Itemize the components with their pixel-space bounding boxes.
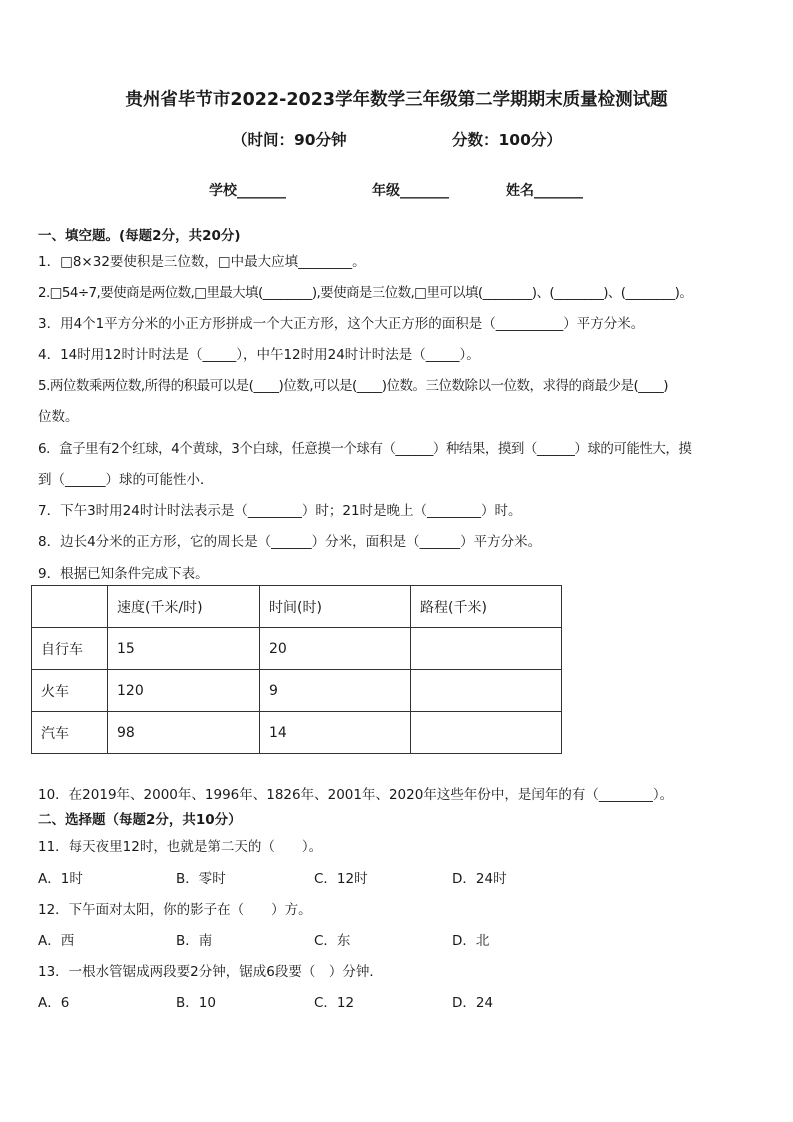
question-5-line-2: 位数。 — [38, 409, 79, 425]
speed-time-distance-table — [31, 585, 562, 754]
table-cell: 14 — [260, 712, 411, 754]
question-11: 11．每天夜里12时，也就是第二天的（ ）。 — [38, 839, 323, 855]
table-row — [32, 628, 562, 670]
section-1-heading: 一、填空题。(每题2分，共20分) — [38, 228, 241, 244]
question-9: 9．根据已知条件完成下表。 — [38, 566, 209, 582]
question-13-option-d: D．24 — [452, 995, 494, 1011]
question-13: 13．一根水管锯成两段要2分钟，锯成6段要（ ）分钟． — [38, 964, 383, 980]
question-12: 12．下午面对太阳，你的影子在（ ）方。 — [38, 902, 312, 918]
section-2-heading: 二、选择题（每题2分，共10分） — [38, 812, 242, 828]
table-cell — [411, 712, 562, 754]
question-2: 2.□54÷7,要使商是两位数,□里最大填(________),要使商是三位数,□里可以填(________)、(________)、(________)。 — [38, 285, 693, 301]
table-row — [32, 670, 562, 712]
question-13-option-b: B．10 — [176, 995, 216, 1011]
question-3: 3．用4个1平方分米的小正方形拼成一个大正方形，这个大正方形的面积是（__________）平方分米。 — [38, 316, 645, 332]
table-cell — [411, 628, 562, 670]
table-cell: 120 — [108, 670, 260, 712]
school-field: 学校_______ — [209, 183, 286, 199]
question-4: 4．14时用12时计时法是（_____），中午12时用24时计时法是（_____）。 — [38, 347, 480, 363]
table-cell: 9 — [260, 670, 411, 712]
question-12-option-c: C．东 — [314, 933, 351, 949]
table-cell: 火车 — [32, 670, 108, 712]
student-info — [0, 180, 793, 202]
question-5-line-1: 5.两位数乘两位数,所得的积最可以是(____)位数,可以是(____)位数。三位数除以一位数，求得的商最少是(____) — [38, 378, 669, 394]
question-11-option-a: A．1时 — [38, 871, 83, 887]
table-header-cell — [32, 586, 108, 628]
question-8: 8．边长4分米的正方形，它的周长是（______）分米，面积是（______）平方分米。 — [38, 534, 542, 550]
exam-time: （时间：90分钟 — [232, 131, 347, 149]
table-cell: 自行车 — [32, 628, 108, 670]
exam-score: 分数：100分） — [452, 131, 562, 149]
question-1: 1．□8×32要使积是三位数，□中最大应填________。 — [38, 254, 366, 270]
question-6-line-1: 6．盒子里有2个红球，4个黄球，3个白球，任意摸一个球有（______）种结果，摸到（______）球的可能性大，摸 — [38, 441, 692, 457]
name-field: 姓名_______ — [506, 183, 583, 199]
question-11-option-c: C．12时 — [314, 871, 368, 887]
table-cell: 20 — [260, 628, 411, 670]
table-cell: 98 — [108, 712, 260, 754]
table-cell: 15 — [108, 628, 260, 670]
table-header-row — [32, 586, 562, 628]
exam-title: 贵州省毕节市2022-2023学年数学三年级第二学期期末质量检测试题 — [125, 90, 668, 110]
table-cell — [411, 670, 562, 712]
question-12-option-a: A．西 — [38, 933, 75, 949]
table-row — [32, 712, 562, 754]
table-header-cell: 路程(千米) — [411, 586, 562, 628]
question-12-option-b: B．南 — [176, 933, 213, 949]
grade-field: 年级_______ — [372, 183, 449, 199]
question-13-option-a: A．6 — [38, 995, 70, 1011]
question-12-option-d: D．北 — [452, 933, 490, 949]
question-6-line-2: 到（______）球的可能性小． — [38, 472, 214, 488]
table-header-cell: 速度(千米/时) — [108, 586, 260, 628]
table-header-cell: 时间(时) — [260, 586, 411, 628]
question-13-option-c: C．12 — [314, 995, 355, 1011]
question-11-option-b: B．零时 — [176, 871, 226, 887]
question-10: 10．在2019年、2000年、1996年、1826年、2001年、2020年这些年份中，是闰年的有（________）。 — [38, 787, 674, 803]
exam-meta — [0, 128, 793, 150]
question-7: 7．下午3时用24时计时法表示是（________）时；21时是晚上（________）时。 — [38, 503, 522, 519]
table-cell: 汽车 — [32, 712, 108, 754]
question-11-option-d: D．24时 — [452, 871, 507, 887]
